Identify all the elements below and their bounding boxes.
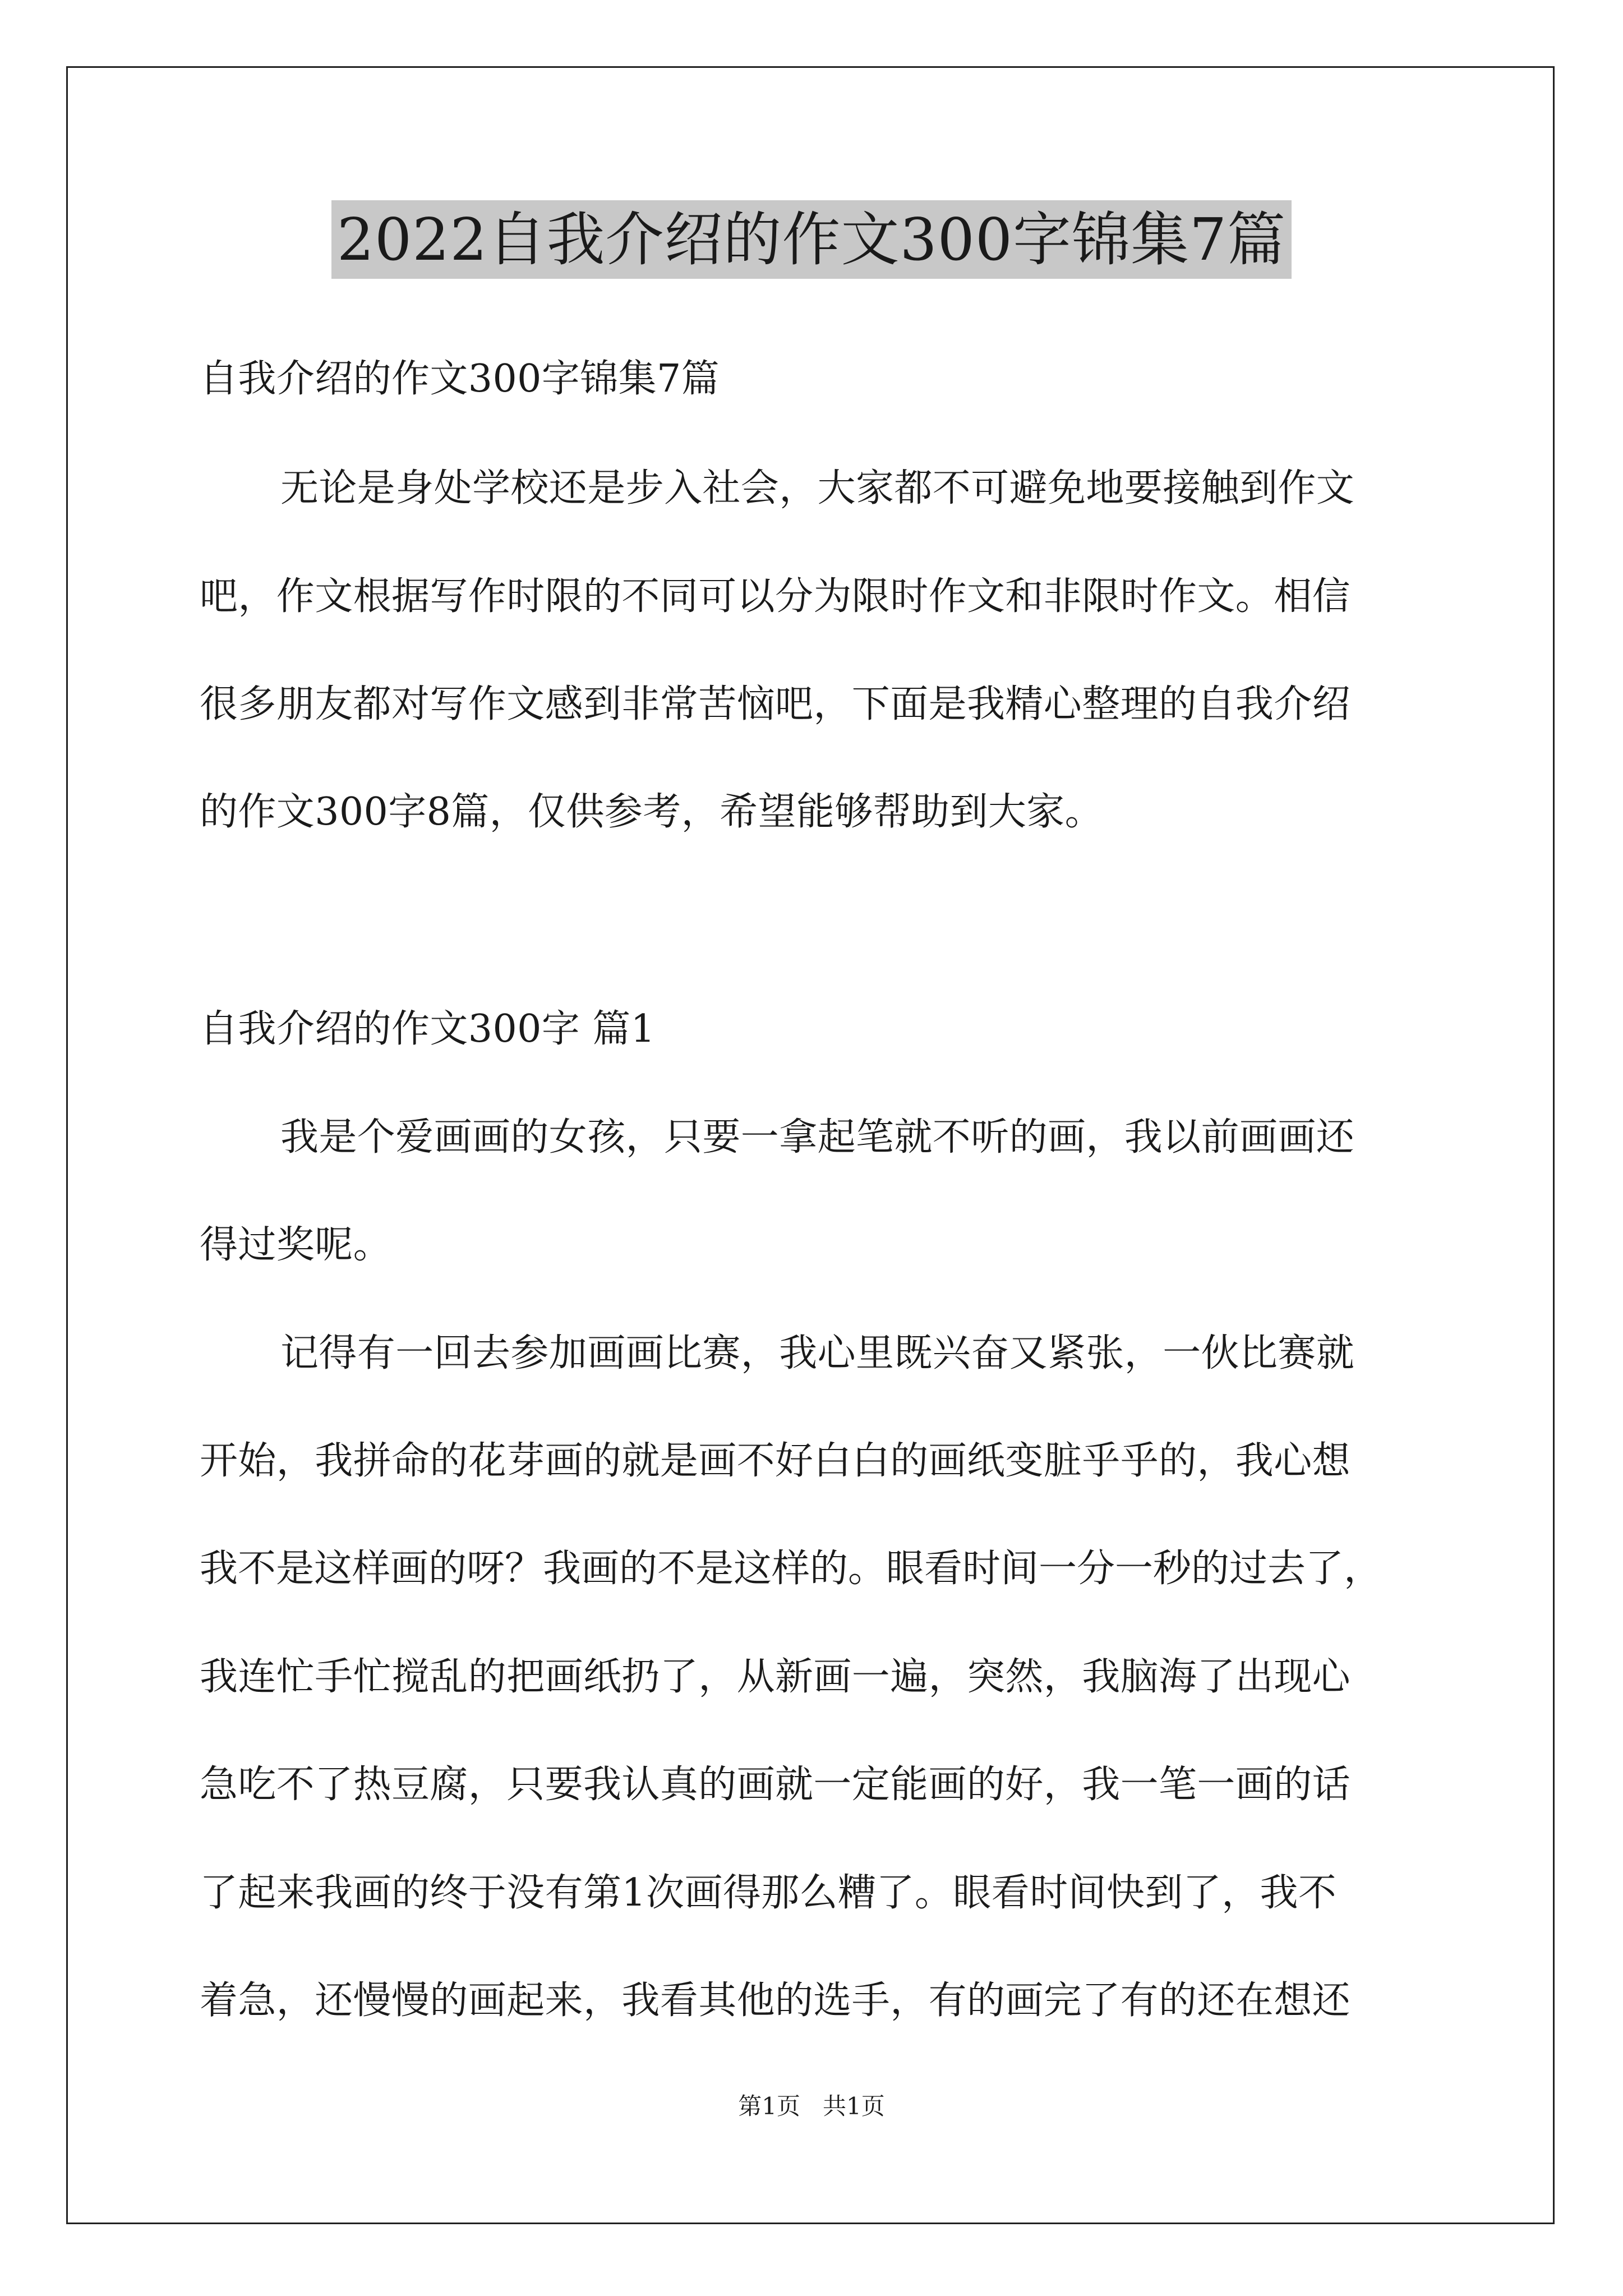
paragraph1-line-2: 得过奖呢。 [200,1223,392,1267]
paragraph2-line-3: 我不是这样画的呀？我画的不是这样的。眼看时间一分一秒的过去了， [200,1547,1382,1591]
intro-line-4: 的作文300字8篇，仅供参考，希望能够帮助到大家。 [200,790,1104,834]
paragraph1-line-1: 我是个爱画画的女孩，只要一拿起笔就不听的画，我以前画画还 [280,1115,1355,1159]
paragraph2-line-2: 开始，我拼命的花芽画的就是画不好白白的画纸变脏乎乎的，我心想 [200,1439,1351,1483]
intro-line-3: 很多朋友都对写作文感到非常苦恼吧，下面是我精心整理的自我介绍 [200,682,1351,726]
title-container [0,200,1623,279]
paragraph2-line-1: 记得有一回去参加画画比赛，我心里既兴奋又紧张，一伙比赛就 [280,1331,1355,1375]
document-subtitle: 自我介绍的作文300字锦集7篇 [200,357,720,401]
document-title: 2022自我介绍的作文300字锦集7篇 [331,200,1292,279]
intro-line-2: 吧，作文根据写作时限的不同可以分为限时作文和非限时作文。相信 [200,574,1351,619]
intro-line-1: 无论是身处学校还是步入社会，大家都不可避免地要接触到作文 [280,466,1355,510]
section-heading: 自我介绍的作文300字 篇1 [200,1007,656,1051]
paragraph2-line-5: 急吃不了热豆腐，只要我认真的画就一定能画的好，我一笔一画的话 [200,1763,1351,1807]
paragraph2-line-7: 着急，还慢慢的画起来，我看其他的选手，有的画完了有的还在想还 [200,1978,1351,2023]
paragraph2-line-4: 我连忙手忙搅乱的把画纸扔了，从新画一遍，突然，我脑海了出现心 [200,1655,1351,1699]
paragraph2-line-6: 了起来我画的终于没有第1次画得那么糟了。眼看时间快到了，我不 [200,1871,1337,1915]
page-footer: 第1页 共1页 [738,2092,885,2120]
